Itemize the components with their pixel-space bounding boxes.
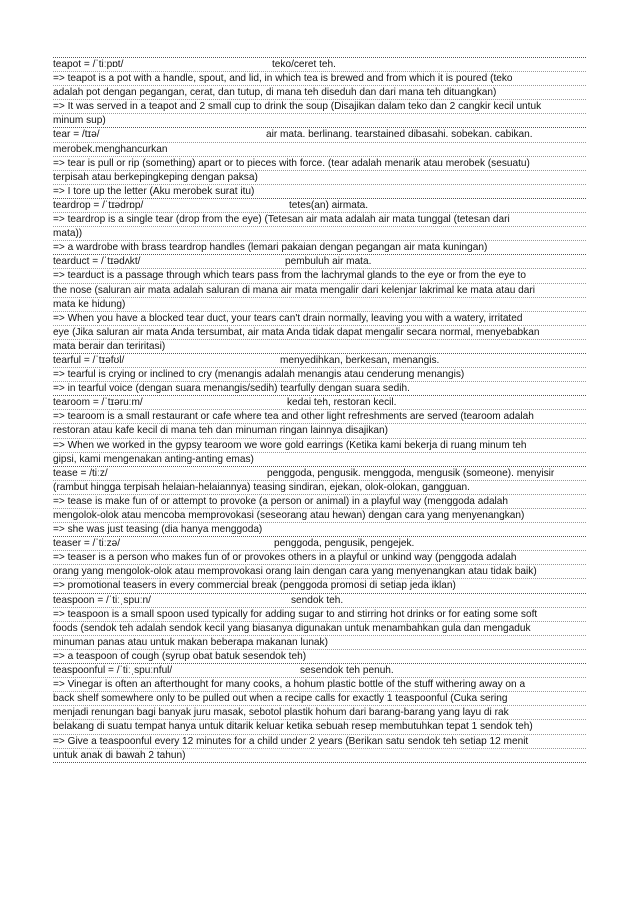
entry-line: eye (Jika saluran air mata Anda tersumbat, air mata Anda tidak dapat mengalir secara normal, menyebabkan <box>53 326 586 340</box>
entry-line: menjadi renungan bagi banyak juru masak, sebotol plastik hohum dari barang-barang yang layu di rak <box>53 706 586 720</box>
dictionary-entry <box>53 664 586 763</box>
entry-line: minuman panas atau untuk makan beberapa makanan lunak) <box>53 636 586 650</box>
entry-header <box>53 255 586 269</box>
entry-header <box>53 354 586 368</box>
meaning: air mata. berlinang. tearstained dibasahi. sobekan. cabikan. <box>266 129 533 141</box>
entry-line: => in tearful voice (dengan suara menangis/sedih) tearfully dengan suara sedih. <box>53 383 410 395</box>
entry-line: (rambut hingga terpisah helaian-helaiannya) teasing sindiran, ejekan, olok-olokan, gangguan. <box>53 481 586 495</box>
meaning: kedai teh, restoran kecil. <box>287 397 397 409</box>
entry-line: => tearoom is a small restaurant or cafe where tea and other light refreshments are served (tearoom adalah <box>53 410 586 424</box>
entry-line: => teardrop is a single tear (drop from the eye) (Tetesan air mata adalah air mata tunggal (tetesan dari <box>53 213 586 227</box>
entry-line: => a teaspoon of cough (syrup obat batuk sesendok teh) <box>53 650 307 662</box>
headword: teaspoon = /ˈtiːˌspuːn/ <box>53 594 151 606</box>
entry-line: terpisah atau berkepingkeping dengan paksa) <box>53 171 586 185</box>
entry-line: => tease is make fun of or attempt to provoke (a person or animal) in a playful way (menggoda adalah <box>53 495 586 509</box>
meaning: sendok teh. <box>291 594 344 606</box>
entry-line: => teapot is a pot with a handle, spout, and lid, in which tea is brewed and from which it is poured (teko <box>53 72 586 86</box>
entry-line: the nose (saluran air mata adalah saluran di mana air mata mengalir dari kelenjar lakrimal ke mata atau dari <box>53 284 586 298</box>
meaning: tetes(an) airmata. <box>289 199 369 211</box>
entry-line: mata)) <box>53 227 586 241</box>
dictionary-entry <box>53 396 586 466</box>
entry-line: => she was just teasing (dia hanya menggoda) <box>53 524 263 536</box>
entry-line: => tearful is crying or inclined to cry (menangis adalah menangis atau cenderung menangis) <box>53 368 586 382</box>
headword: teardrop = /ˈtɪədrɒp/ <box>53 199 144 211</box>
entry-line: => I tore up the letter (Aku merobek surat itu) <box>53 185 255 197</box>
entry-line: => tear is pull or rip (something) apart or to pieces with force. (tear adalah menarik atau merobek (sesuatu) <box>53 157 586 171</box>
entry-line: foods (sendok teh adalah sendok kecil yang biasanya digunakan untuk menambahkan gula dan mengaduk <box>53 622 586 636</box>
entry-line: back shelf somewhere only to be pulled out when a recipe calls for exactly 1 teaspoonful (Cuka sering <box>53 692 586 706</box>
entry-line: => It was served in a teapot and 2 small cup to drink the soup (Disajikan dalam teko dan 2 cangkir kecil untuk <box>53 100 586 114</box>
entry-header <box>53 664 586 678</box>
entry-line: belakang di suatu tempat hanya untuk ditarik keluar ketika sebuah resep membutuhkan tepat 1 sendok teh) <box>53 720 586 734</box>
entry-line: => When you have a blocked tear duct, your tears can't drain normally, leaving you with a watery, irritated <box>53 312 586 326</box>
dictionary-entry <box>53 594 586 664</box>
entry-line: mengolok-olok atau mencoba memprovokasi (seseorang atau hewan) dengan cara yang menyenangkan) <box>53 509 586 523</box>
entry-header <box>53 128 586 142</box>
entry-header <box>53 58 586 72</box>
headword: teapot = /ˈtiːpɒt/ <box>53 59 124 70</box>
dictionary-entry <box>53 128 586 198</box>
dictionary-entry <box>53 255 586 354</box>
entry-line: => promotional teasers in every commercial break (penggoda promosi di setiap jeda iklan) <box>53 580 456 592</box>
entry-line: gipsi, kami mengenakan anting-anting emas) <box>53 453 254 465</box>
meaning: penggoda, pengusik. menggoda, mengusik (someone). menyisir <box>267 467 555 479</box>
entry-line: merobek.menghancurkan <box>53 143 586 157</box>
headword: teaspoonful = /ˈtiːˌspuːnful/ <box>53 665 173 677</box>
meaning: penggoda, pengusik, pengejek. <box>274 538 415 550</box>
meaning: pembuluh air mata. <box>285 256 372 268</box>
headword: tearduct = /ˈtɪədʌkt/ <box>53 256 141 268</box>
entry-header <box>53 467 586 481</box>
entry-header <box>53 537 586 551</box>
entry-line: => a wardrobe with brass teardrop handles (lemari pakaian dengan pegangan air mata kuningan) <box>53 242 488 254</box>
entry-line: => teaser is a person who makes fun of or provokes others in a playful or unkind way (penggoda adalah <box>53 551 586 565</box>
entry-line: mata berair dan teriritasi) <box>53 340 166 352</box>
entry-line: => When we worked in the gypsy tearoom we wore gold earrings (Ketika kami bekerja di ruang minum teh <box>53 439 586 453</box>
entry-header <box>53 594 586 608</box>
dictionary-entry <box>53 467 586 537</box>
entry-line: minum sup) <box>53 115 106 127</box>
entry-line: orang yang mengolok-olok atau memprovokasi orang lain dengan cara yang menyenangkan atau tidak baik) <box>53 565 586 579</box>
entry-header <box>53 199 586 213</box>
headword: tearoom = /ˈtɪəruːm/ <box>53 397 143 409</box>
entry-line: => teaspoon is a small spoon used typically for adding sugar to and stirring hot drinks or for eating some soft <box>53 608 586 622</box>
meaning: sesendok teh penuh. <box>300 665 394 677</box>
entry-line: untuk anak di bawah 2 tahun) <box>53 749 186 761</box>
entry-line: => tearduct is a passage through which tears pass from the lachrymal glands to the eye or from the eye to <box>53 269 586 283</box>
headword: tear = /tɪə/ <box>53 129 100 141</box>
meaning: teko/ceret teh. <box>272 59 336 70</box>
entry-line: => Give a teaspoonful every 12 minutes for a child under 2 years (Berikan satu sendok teh setiap 12 menit <box>53 735 586 749</box>
entry-line: mata ke hidung) <box>53 298 586 312</box>
meaning: menyedihkan, berkesan, menangis. <box>280 354 440 366</box>
dictionary-document <box>53 57 586 763</box>
entry-line: restoran atau kafe kecil di mana teh dan minuman ringan lainnya disajikan) <box>53 424 586 438</box>
entry-line: adalah pot dengan pegangan, cerat, dan tutup, di mana teh diseduh dan dari mana teh dituangkan) <box>53 86 586 100</box>
entry-line: => Vinegar is often an afterthought for many cooks, a hohum plastic bottle of the stuff withering away on a <box>53 678 586 692</box>
dictionary-entry <box>53 199 586 255</box>
dictionary-entry <box>53 537 586 593</box>
entry-header <box>53 396 586 410</box>
headword: tease = /tiːz/ <box>53 467 108 479</box>
dictionary-entry <box>53 57 586 128</box>
headword: teaser = /ˈtiːzə/ <box>53 538 121 550</box>
headword: tearful = /ˈtɪəfʊl/ <box>53 354 125 366</box>
dictionary-entry <box>53 354 586 396</box>
